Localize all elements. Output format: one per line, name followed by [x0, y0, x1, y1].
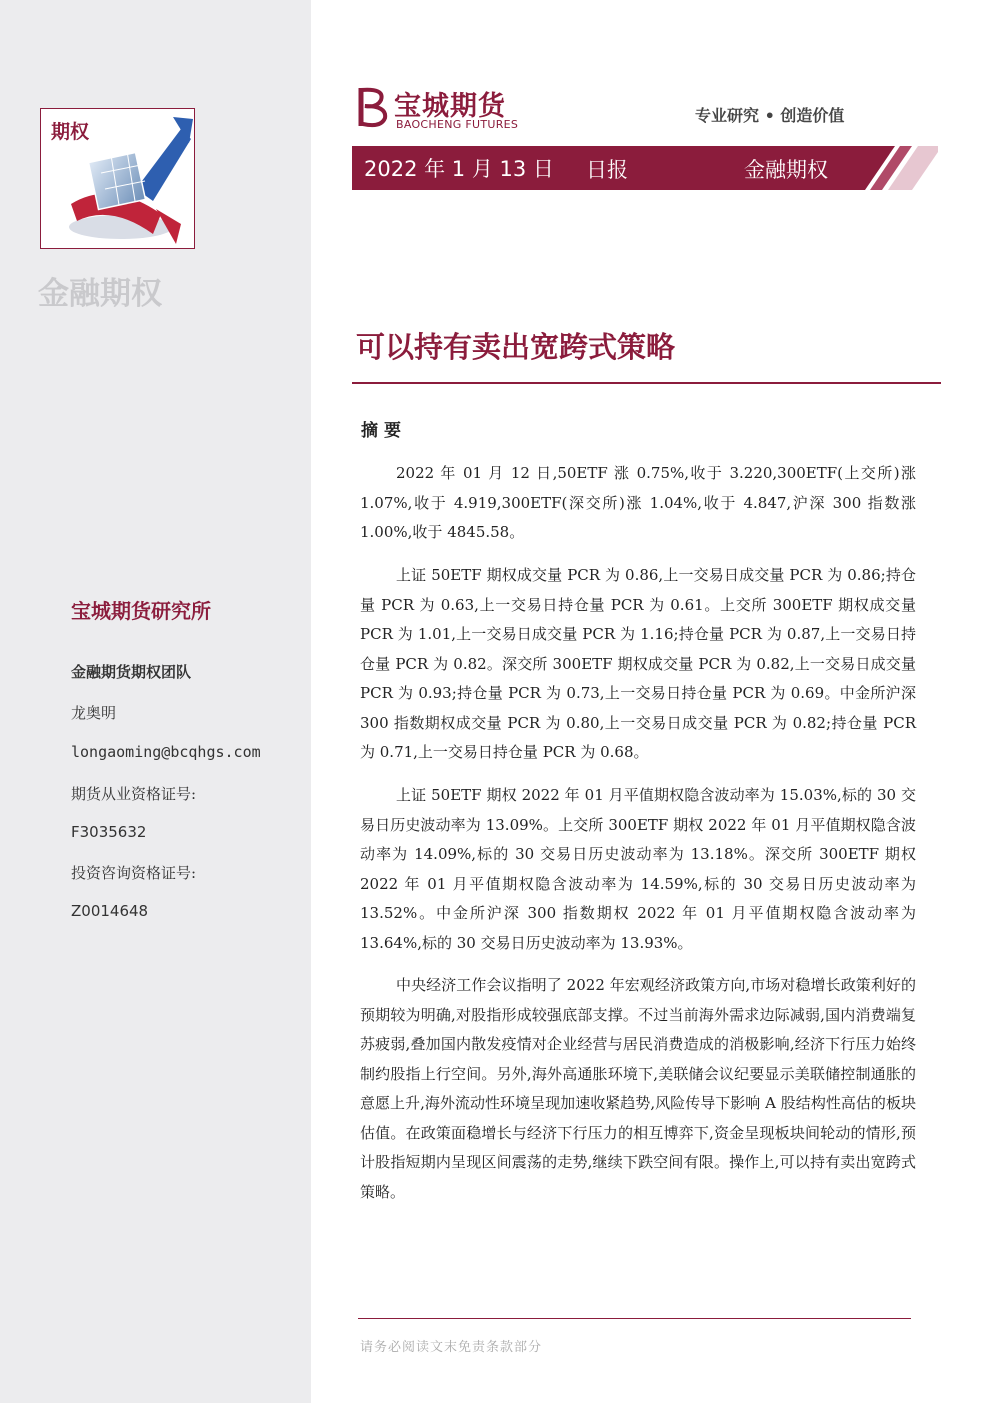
sidebar — [0, 0, 311, 1403]
paragraph-text: 中央经济工作会议指明了 2022 年宏观经济政策方向,市场对稳增长政策利好的预期较为明确,对股指形成较强底部支撑。不过当前海外需求边际减弱,国内消费端复苏疲弱,叠加国内散发疫情对企业经营与居民消费造成的消极影响,经济下行压力始终制约股指上行空间。另外,海外高通胀环境下,美联储会议纪要显示美联储控制通胀的意愿上升,海外流动性环境呈现加速收紧趋势,风险传导下影响 A 股结构性高估的板块估值。在政策面稳增长与经济下行压力的相互博弈下,资金呈现板块间轮动的情形,预计股指短期内呈现区间震荡的走势,继续下跌空间有限。操作上,可以持有卖出宽跨式策略。 — [360, 976, 916, 1201]
report-title: 可以持有卖出宽跨式策略 — [356, 330, 676, 364]
company-name-cn: 宝城期货 — [394, 91, 506, 122]
institute-name: 宝城期货研究所 — [71, 599, 211, 623]
abstract-heading: 摘要 — [361, 421, 407, 441]
slogan: 专业研究 • 创造价值 — [695, 106, 845, 125]
cover-image — [40, 108, 195, 249]
abstract-paragraph-1 — [360, 459, 916, 548]
invest-cert-label: 投资咨询资格证号: — [71, 864, 197, 882]
footer-divider — [358, 1318, 911, 1319]
report-type: 日报 — [586, 158, 628, 182]
company-name-en: BAOCHENG FUTURES — [396, 118, 519, 131]
report-category: 金融期权 — [744, 158, 828, 182]
paragraph-text: 上证 50ETF 期权 2022 年 01 月平值期权隐含波动率为 15.03%,标的 30 交易日历史波动率为 13.09%。上交所 300ETF 期权 2022 年 01 月平值期权隐含波动率为 14.09%,标的 30 交易日历史波动率为 13.18%。深交所 300ETF 期权 2022 年 01 月平值期权隐含波动率为 14.59%,标的 30 交易日历史波动率为 13.52%。中金所沪深 300 指数期权 2022 年 01 月平值期权隐含波动率为 13.64%,标的 30 交易日历史波动率为 13.93%。 — [360, 786, 916, 952]
report-date: 2022 年 1 月 13 日 — [364, 157, 554, 181]
invest-cert-number: Z0014648 — [71, 902, 149, 920]
abstract-paragraph-2 — [360, 561, 916, 768]
abstract-paragraph-4 — [360, 971, 916, 1207]
futures-cert-label: 期货从业资格证号: — [71, 785, 197, 803]
disclaimer-note: 请务必阅读文末免责条款部分 — [360, 1340, 543, 1355]
abstract-paragraph-3 — [360, 781, 916, 958]
paragraph-text: 上证 50ETF 期权成交量 PCR 为 0.86,上一交易日成交量 PCR 为 0.86;持仓量 PCR 为 0.63,上一交易日持仓量 PCR 为 0.61。上交所 300ETF 期权成交量 PCR 为 1.01,上一交易日成交量 PCR 为 1.16;持仓量 PCR 为 0.87,上一交易日持仓量 PCR 为 0.82。深交所 300ETF 期权成交量 PCR 为 0.82,上一交易日成交量 PCR 为 0.93;持仓量 PCR 为 0.73,上一交易日持仓量 PCR 为 0.69。中金所沪深 300 指数期权成交量 PCR 为 0.80,上一交易日成交量 PCR 为 0.82;持仓量 PCR 为 0.71,上一交易日持仓量 PCR 为 0.68。 — [360, 566, 916, 761]
sidebar-section-title: 金融期权 — [38, 276, 162, 312]
company-logo-icon — [355, 84, 391, 130]
analyst-name: 龙奥明 — [71, 704, 117, 722]
cover-tag: 期权 — [51, 121, 90, 143]
analyst-email[interactable]: longaoming@bcqhgs.com — [71, 743, 261, 761]
futures-cert-number: F3035632 — [71, 823, 147, 841]
title-divider — [352, 382, 941, 384]
team-name: 金融期货期权团队 — [71, 663, 192, 681]
paragraph-text: 2022 年 01 月 12 日,50ETF 涨 0.75%,收于 3.220,300ETF(上交所)涨 1.07%,收于 4.919,300ETF(深交所)涨 1.04%,收于 4.847,沪深 300 指数涨 1.00%,收于 4845.58。 — [360, 464, 916, 541]
